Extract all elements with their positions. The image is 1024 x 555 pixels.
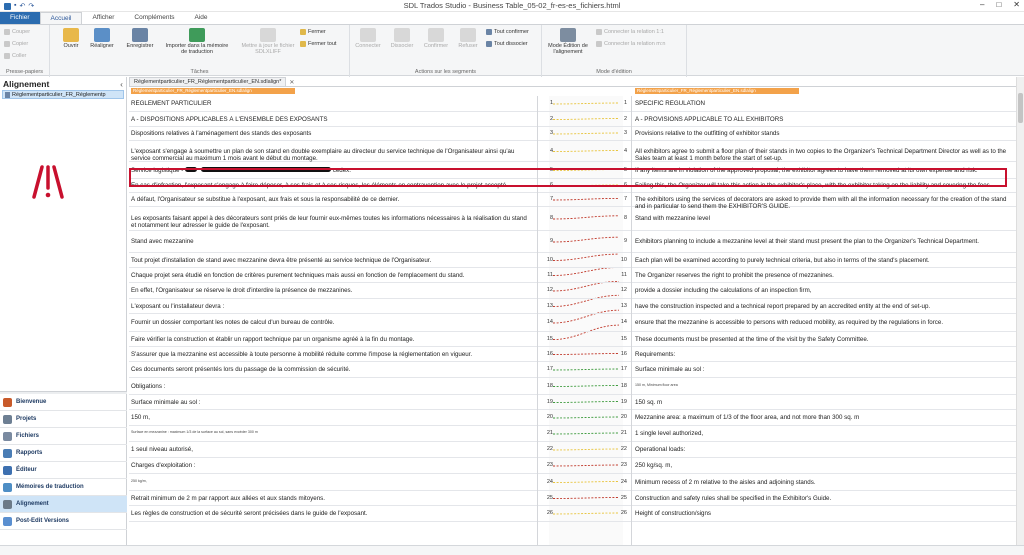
source-segment-text[interactable]: L'exposant s'engage à soumettre un plan de son stand en double exemplaire au directeur du service technique de l'Organisateur ainsi qu'au service commercial au maximum 1 mois avant le début du montage. xyxy=(131,147,515,162)
target-segment-text[interactable]: The Organizer reserves the right to prohibit the presence of mezzanines. xyxy=(635,271,834,279)
target-segment-text[interactable]: If any items are in violation of the approved proposal, the exhibitor agrees to have them removed at its own expense and risk. xyxy=(635,166,978,174)
redo-icon[interactable]: ↷ xyxy=(28,2,35,10)
close-icon xyxy=(300,29,306,35)
source-segment-text[interactable]: En effet, l'Organisateur se réserve le droit d'interdire la présence de mezzanines. xyxy=(131,287,353,294)
target-segment-text[interactable]: Height of construction/signs xyxy=(635,510,712,517)
target-segment-number: 22 xyxy=(620,446,627,452)
undo-icon[interactable]: ↶ xyxy=(19,2,26,10)
segment-row[interactable] xyxy=(129,96,1016,112)
connect-button[interactable]: Connecter xyxy=(352,28,384,49)
target-segment-text[interactable]: Minimum recess of 2 m relative to the aisles and adjoining stands. xyxy=(635,478,816,486)
source-segment-text[interactable]: Charges d'exploitation : xyxy=(131,462,196,469)
reject-button[interactable]: Refuser xyxy=(454,28,482,49)
target-file-header: Réglementparticulier_FR_Réglementparticulier_EN.sdlalign xyxy=(635,88,799,94)
maximize-icon[interactable]: □ xyxy=(996,0,1002,9)
tasks-group xyxy=(50,25,350,77)
reject-icon xyxy=(460,28,476,42)
source-segment-number: 20 xyxy=(546,414,553,420)
cut-button[interactable]: Couper xyxy=(4,29,30,35)
confirm-button[interactable]: Confirmer xyxy=(420,28,452,49)
save-icon[interactable]: ▪ xyxy=(14,1,17,9)
confirm-all-icon xyxy=(486,29,492,35)
ribbon-tabs xyxy=(0,12,1024,24)
target-segment-number: 14 xyxy=(620,319,627,325)
link-icon xyxy=(596,29,602,35)
source-segment-text[interactable]: Obligations : xyxy=(131,382,166,390)
status-bar xyxy=(0,545,1024,555)
target-segment-number: 20 xyxy=(620,414,627,420)
segment-row[interactable] xyxy=(129,426,1016,442)
tab-complements[interactable]: Compléments xyxy=(134,14,175,21)
welcome-icon xyxy=(3,398,12,407)
clipboard-group-label: Presse-papiers xyxy=(6,69,43,75)
target-segment-text[interactable]: Stand with mezzanine level xyxy=(635,215,710,222)
edit-mode-group xyxy=(542,25,687,77)
target-segment-text[interactable]: provide a dossier including the calculations of an inspection firm, xyxy=(635,287,812,294)
link-icon xyxy=(596,41,602,47)
source-segment-text[interactable]: En cas d'infraction, l'exposant s'engage à faire déposer, à ses frais et à ses risques, les éléments en contravention avec le projet accepté. xyxy=(131,182,508,189)
connect-icon xyxy=(360,28,376,42)
left-pane xyxy=(0,77,127,545)
source-segment-text[interactable]: L'exposant ou l'installateur devra : xyxy=(131,302,225,310)
segment-row[interactable] xyxy=(129,378,1016,395)
window-title: SDL Trados Studio - Business Table_05-02_fr-es-es_fichiers.html xyxy=(403,1,621,10)
source-segment-text[interactable]: 250 kg/m, xyxy=(131,478,147,483)
source-segment-text[interactable]: Fournir un dossier comportant les notes de calcul d'un bureau de contrôle. xyxy=(131,319,335,326)
nav-alignement[interactable]: Alignement xyxy=(0,496,127,513)
tab-close-icon[interactable]: ✕ xyxy=(289,80,295,86)
source-segment-text[interactable]: Retrait minimum de 2 m par rapport aux allées et aux stands mitoyens. xyxy=(131,494,325,502)
scissors-icon xyxy=(4,29,10,35)
left-pane-header xyxy=(0,77,126,90)
segment-row[interactable] xyxy=(129,268,1016,283)
source-segment-number: 11 xyxy=(547,271,553,278)
selected-segment-highlight xyxy=(129,168,1007,187)
source-segment-text[interactable]: Stand avec mezzanine xyxy=(131,238,194,245)
nav-editeur[interactable]: Éditeur xyxy=(0,462,127,479)
segment-row[interactable] xyxy=(129,474,1016,491)
post-edit-icon xyxy=(3,517,12,526)
source-segment-number: 10 xyxy=(546,256,553,263)
source-segment-text[interactable]: À défaut, l'Organisateur se substitue à l'exposant, aux frais et sous la responsabilité de ce dernier. xyxy=(131,196,400,203)
realign-button[interactable]: Réaligner xyxy=(86,28,118,49)
target-segment-number: 4 xyxy=(623,147,627,154)
target-segment-text[interactable]: Surface minimale au sol : xyxy=(635,366,705,373)
segment-row[interactable] xyxy=(129,231,1016,253)
target-segment-text[interactable]: A - PROVISIONS APPLICABLE TO ALL EXHIBITORS xyxy=(635,115,784,123)
connect-m-n-button[interactable]: Connecter la relation m:n xyxy=(596,41,665,47)
target-segment-number: 10 xyxy=(620,256,627,263)
segments-group xyxy=(350,25,542,77)
source-text-part: Service logistique - xyxy=(131,166,185,174)
target-segment-text[interactable]: 1 single level authorized, xyxy=(635,430,704,437)
copy-button[interactable]: Copier xyxy=(4,41,28,47)
title-bar xyxy=(0,0,1024,12)
source-segment-number: 21 xyxy=(546,430,553,436)
confirm-icon xyxy=(428,28,444,42)
import-icon xyxy=(189,28,205,42)
save-button[interactable]: Enregistrer xyxy=(122,28,158,49)
save-icon xyxy=(132,28,148,42)
ribbon xyxy=(0,24,1024,76)
minimize-icon[interactable]: – xyxy=(980,0,985,9)
source-segment-number: 16 xyxy=(546,350,553,357)
source-segment-number: 12 xyxy=(546,287,553,293)
disconnect-all-button[interactable]: Tout dissocier xyxy=(486,41,528,47)
update-sdlxliff-button[interactable]: Mettre à jour le fichier SDLXLIFF xyxy=(240,28,296,56)
target-segment-text[interactable]: Mezzanine area: a maximum of 1/3 of the floor area, and not more than 300 sq. m xyxy=(635,414,860,421)
target-segment-number: 12 xyxy=(620,287,627,293)
source-segment-text[interactable]: Ces documents seront présentés lors du passage de la commission de sécurité. xyxy=(131,366,351,373)
open-button[interactable]: Ouvrir xyxy=(60,28,82,49)
target-segment-number: 18 xyxy=(620,382,627,389)
target-segment-text[interactable]: Operational loads: xyxy=(635,446,686,453)
alignment-icon xyxy=(3,500,12,509)
segment-row[interactable] xyxy=(129,253,1016,268)
target-segment-number: 21 xyxy=(620,430,627,436)
source-segment-text[interactable]: Tout projet d'installation de stand avec mezzanine devra être présenté au service technique de l'Organisateur. xyxy=(131,256,432,264)
folder-open-icon xyxy=(63,28,79,42)
segment-row[interactable] xyxy=(129,362,1016,378)
target-segment-number: 5 xyxy=(623,166,627,173)
segment-row[interactable] xyxy=(129,127,1016,141)
nav-memoires[interactable]: Mémoires de traduction xyxy=(0,479,127,496)
logo-slash-left xyxy=(34,167,42,197)
source-segment-text[interactable]: Les exposants faisant appel à des décorateurs sont priés de leur fournir eux-mêmes toutes les informations nécessaires à la réalisation du stand et notamment leur adresser le guide de l'exposant. xyxy=(131,215,527,230)
clipboard-group xyxy=(0,25,50,77)
left-pane-title: Alignement xyxy=(3,78,50,89)
nav-post-edit[interactable]: Post-Edit Versions xyxy=(0,513,127,530)
segment-row[interactable] xyxy=(129,207,1016,231)
translation-memory-icon xyxy=(3,483,12,492)
target-segment-text[interactable]: have the construction inspected and a technical report prepared by an accredited entity at the end of set-up. xyxy=(635,302,931,310)
edit-mode-group-label: Mode d'édition xyxy=(596,69,632,75)
close-button[interactable]: Fermer xyxy=(300,29,326,35)
nav-rapports[interactable]: Rapports xyxy=(0,445,127,462)
target-segment-number: 19 xyxy=(620,398,627,405)
target-segment-number: 8 xyxy=(623,215,627,221)
close-all-button[interactable]: Fermer tout xyxy=(300,41,336,47)
copy-icon xyxy=(4,41,10,47)
target-segment-number: 17 xyxy=(620,366,627,372)
source-segment-number: 1 xyxy=(549,100,553,106)
segment-row[interactable] xyxy=(129,458,1016,474)
source-segment-number: 24 xyxy=(546,478,553,485)
projects-icon xyxy=(3,415,12,424)
target-segment-number: 25 xyxy=(620,494,627,501)
file-headers xyxy=(129,88,1016,94)
source-segment-text[interactable]: Dispositions relatives à l'aménagement des stands des exposants xyxy=(131,130,312,137)
source-segment-number: 22 xyxy=(546,446,553,452)
source-segment-text[interactable]: S'assurer que la mezzanine est accessible à toute personne à mobilité réduite comme l'impose la réglementation en vigueur. xyxy=(131,350,473,358)
close-all-icon xyxy=(300,41,306,47)
update-file-icon xyxy=(260,28,276,42)
source-segment-number: 8 xyxy=(549,215,553,221)
nav-bienvenue[interactable]: Bienvenue xyxy=(0,394,127,411)
target-segment-number: 23 xyxy=(620,462,627,468)
target-segment-text[interactable]: Requirements: xyxy=(635,350,676,358)
disconnect-all-icon xyxy=(486,41,492,47)
segment-row[interactable] xyxy=(129,299,1016,314)
tasks-group-label: Tâches xyxy=(190,69,209,75)
target-segment-text[interactable]: SPECIFIC REGULATION xyxy=(635,100,706,107)
target-segment-number: 26 xyxy=(620,510,627,516)
target-segment-text[interactable]: Each plan will be examined according to purely technical criteria, but also in terms of the stand's placement. xyxy=(635,256,930,264)
target-segment-number: 24 xyxy=(620,478,627,485)
edit-alignment-button[interactable]: Mode Édition de l'alignement xyxy=(546,28,590,56)
segment-row[interactable] xyxy=(129,410,1016,426)
paste-button[interactable]: Coller xyxy=(4,53,26,59)
target-segment-text[interactable]: 150 sq. m xyxy=(635,398,663,406)
segment-row[interactable] xyxy=(129,193,1016,211)
source-segment-number: 15 xyxy=(546,335,553,342)
navigation-list xyxy=(0,391,127,530)
nav-fichiers[interactable]: Fichiers xyxy=(0,428,127,445)
segment-row[interactable] xyxy=(129,491,1016,506)
confirm-all-button[interactable]: Tout confirmer xyxy=(486,29,529,35)
alignment-tree-item[interactable]: Réglementparticulier_FR_Réglementp xyxy=(2,90,124,99)
source-segment-text[interactable]: Les règles de construction et de sécurité seront précisées dans le guide de l'exposant. xyxy=(131,510,368,517)
source-segment-number: 19 xyxy=(546,398,553,405)
column-divider xyxy=(631,96,632,545)
source-segment-number: 9 xyxy=(549,238,553,244)
edit-mode-icon xyxy=(560,28,576,42)
realign-icon xyxy=(94,28,110,42)
target-segment-text[interactable]: These documents must be presented at the time of the visit by the Safety Committee. xyxy=(635,335,869,343)
segment-row[interactable] xyxy=(129,332,1016,347)
source-segment-text[interactable]: Chaque projet sera étudié en fonction de critères purement techniques mais aussi en fonction de l'emplacement du stand. xyxy=(131,271,465,279)
tab-fichier[interactable]: Fichier xyxy=(0,12,40,24)
segment-row[interactable] xyxy=(129,442,1016,458)
target-segment-text[interactable]: Construction and safety rules shall be specified in the Exhibitor's Guide. xyxy=(635,494,832,502)
source-segment-number: 4 xyxy=(549,147,553,154)
target-segment-number: 11 xyxy=(621,271,627,278)
source-segment-text[interactable]: Surface en mezzanine : maximum 1/3 de la surface au sol, sans excéder 300 m xyxy=(131,430,258,434)
source-segment-text[interactable]: 150 m, xyxy=(131,414,150,421)
segment-row[interactable] xyxy=(129,141,1016,162)
target-segment-text[interactable]: 150 m, Minimum floor area xyxy=(635,382,678,387)
segment-row[interactable] xyxy=(129,314,1016,332)
source-segment-number: 18 xyxy=(546,382,553,389)
segment-row[interactable] xyxy=(129,283,1016,299)
source-segment-number: 7 xyxy=(549,196,553,202)
target-segment-text[interactable]: 250 kg/sq. m, xyxy=(635,462,673,469)
vertical-scrollbar[interactable] xyxy=(1016,77,1024,545)
editor-icon xyxy=(3,466,12,475)
target-segment-number: 6 xyxy=(623,182,627,188)
target-segment-number: 7 xyxy=(623,196,627,202)
source-segment-number: 3 xyxy=(549,130,553,136)
target-segment-text[interactable]: The exhibitors using the services of decorators are asked to provide them with all the information necessary for the creation of the stand and in particular to send them the EXHIBITOR'S GUIDE. xyxy=(635,196,1007,211)
target-segment-number: 13 xyxy=(620,302,627,309)
target-segment-text[interactable]: ensure that the mezzanine is accessible to persons with reduced mobility, as required by the regulations in force. xyxy=(635,319,944,326)
tab-aide[interactable]: Aide xyxy=(194,14,208,21)
window-controls xyxy=(980,0,1020,9)
tab-accueil[interactable]: Accueil xyxy=(40,12,83,24)
source-segment-number: 17 xyxy=(546,366,553,372)
segment-row[interactable] xyxy=(129,506,1016,522)
alignment-editor xyxy=(129,77,1016,545)
source-text-part: cedex. xyxy=(331,166,351,174)
source-segment-number: 5 xyxy=(549,166,553,173)
disconnect-button[interactable]: Dissocier xyxy=(386,28,418,49)
source-segment-number: 14 xyxy=(546,319,553,325)
document-tab[interactable]: Réglementparticulier_FR_Réglementparticulier_EN.sdlalign* xyxy=(129,77,286,86)
source-segment-text[interactable]: A - DISPOSITIONS APPLICABLES À L'ENSEMBLE DES EXPOSANTS xyxy=(131,115,328,123)
source-segment-text[interactable]: 1 seul niveau autorisé, xyxy=(131,446,193,453)
source-segment-number: 13 xyxy=(546,302,553,309)
target-segment-text[interactable]: Exhibitors planning to include a mezzanine level at their stand must present the plan to the Organizer's Technical Department. xyxy=(635,238,979,245)
source-segment-number: 2 xyxy=(549,115,553,122)
logo-slash-right xyxy=(54,167,62,197)
nav-projets[interactable]: Projets xyxy=(0,411,127,428)
target-segment-number: 9 xyxy=(623,238,627,244)
files-icon xyxy=(3,432,12,441)
source-segment-number: 26 xyxy=(546,510,553,516)
disconnect-icon xyxy=(394,28,410,42)
target-segment-text[interactable]: Failing this, the Organizer will take this action in the exhibitor's place, with the exhibitor taking on the liability and covering the fees. xyxy=(635,182,992,189)
target-segment-number: 16 xyxy=(620,350,627,357)
import-tm-button[interactable]: Importer dans la mémoire de traduction xyxy=(162,28,232,56)
source-segment-number: 23 xyxy=(546,462,553,468)
source-segment-text[interactable]: RÈGLEMENT PARTICULIER xyxy=(131,100,212,107)
source-segment-text[interactable]: Faire vérifier la construction et établir un rapport technique par un organisme agréé à la fin du montage. xyxy=(131,335,415,343)
source-segment-number: 25 xyxy=(546,494,553,501)
source-segment-text[interactable]: Surface minimale au sol : xyxy=(131,398,201,406)
logo-bang xyxy=(46,167,51,197)
collapse-icon[interactable]: ‹ xyxy=(120,78,123,89)
close-window-icon[interactable]: ✕ xyxy=(1013,0,1020,9)
paste-icon xyxy=(4,53,10,59)
warning-logo-icon xyxy=(26,161,70,201)
target-segment-number: 1 xyxy=(623,100,627,106)
scrollbar-thumb[interactable] xyxy=(1018,93,1023,123)
document-tabs xyxy=(129,77,1016,87)
column-divider xyxy=(537,96,538,545)
segment-row[interactable] xyxy=(129,112,1016,127)
target-segment-number: 15 xyxy=(620,335,627,342)
source-segment-number: 6 xyxy=(549,182,553,188)
file-icon xyxy=(5,92,10,98)
tab-afficher[interactable]: Afficher xyxy=(92,14,115,21)
target-segment-text[interactable]: All exhibitors agree to submit a floor plan of their stands in two copies to the Organizer's Technical Department Director as well as to the Sales team at least 1 month before the start of set-up. xyxy=(635,147,1007,162)
segment-row[interactable] xyxy=(129,347,1016,362)
target-segment-text[interactable]: Provisions relative to the outfitting of exhibitor stands xyxy=(635,130,780,137)
target-segment-number: 3 xyxy=(623,130,627,136)
connect-1-1-button[interactable]: Connecter la relation 1:1 xyxy=(596,29,664,35)
target-segment-number: 2 xyxy=(623,115,627,122)
source-file-header: Réglementparticulier_FR_Réglementparticulier_EN.sdlalign xyxy=(131,88,295,94)
segment-row[interactable] xyxy=(129,395,1016,410)
segments-group-label: Actions sur les segments xyxy=(414,69,477,75)
reports-icon xyxy=(3,449,12,458)
